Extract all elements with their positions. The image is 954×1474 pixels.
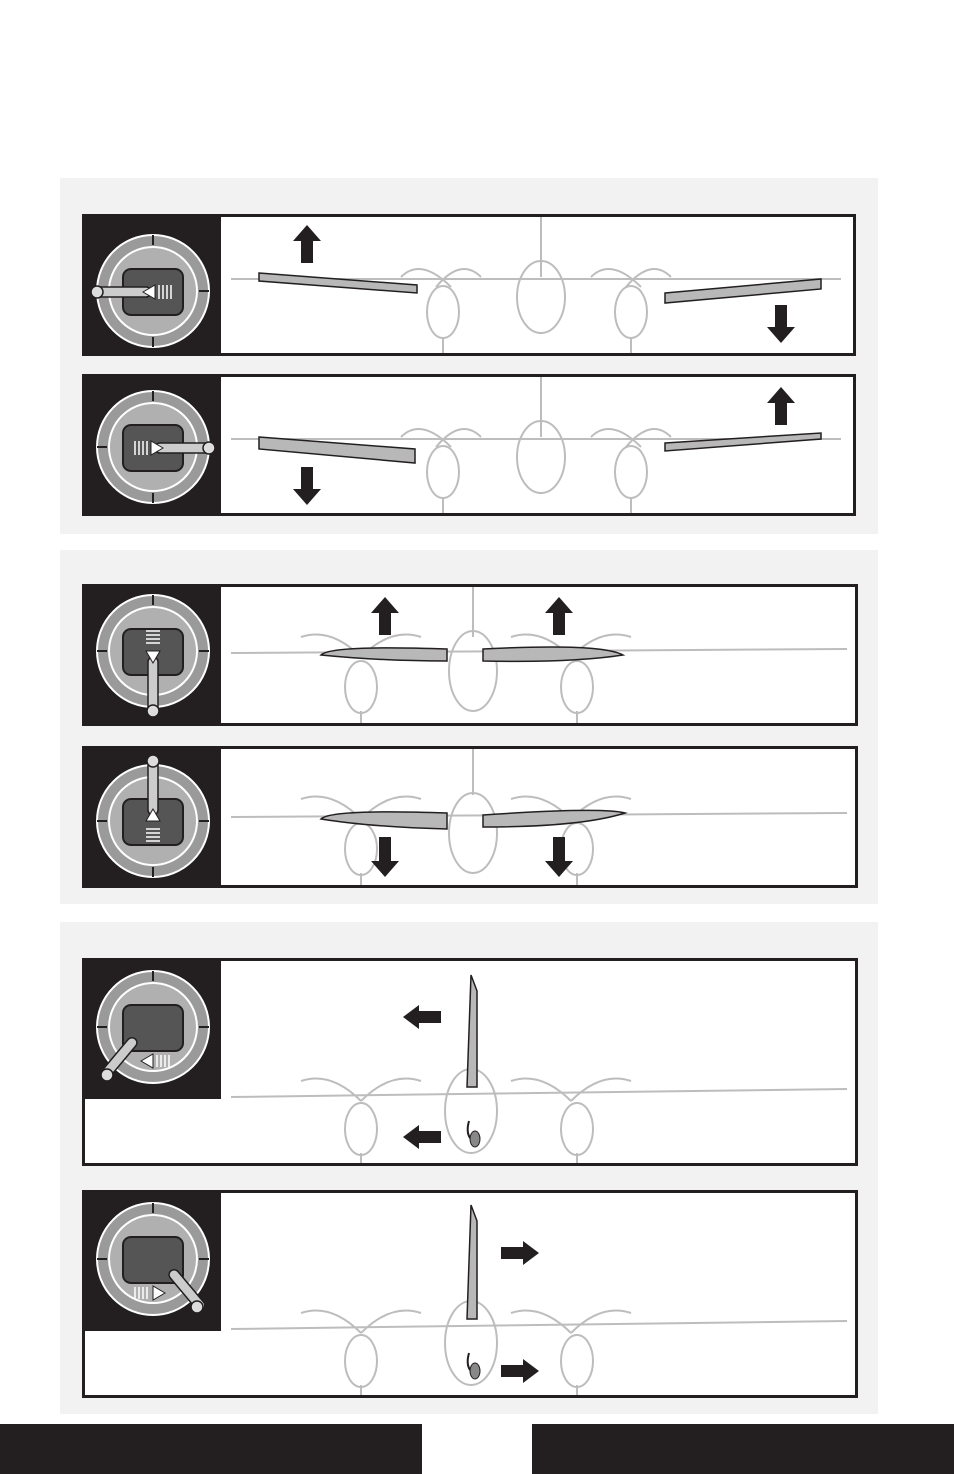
transmitter-stick-box [85, 1193, 221, 1331]
transmitter-stick-box [85, 961, 221, 1099]
arrow-icon [371, 837, 399, 877]
airplane-front-view-icon [221, 961, 855, 1163]
arrow-icon [501, 1359, 539, 1383]
transmitter-stick-box [85, 587, 221, 723]
aileron-right-panel [82, 374, 856, 516]
airplane-view [221, 1193, 855, 1395]
arrow-icon [501, 1241, 539, 1265]
airplane-front-view-icon [221, 749, 855, 885]
elevator-up-panel [82, 746, 858, 888]
arrow-icon [371, 597, 399, 635]
airplane-view [221, 217, 853, 353]
arrow-icon [293, 225, 321, 263]
airplane-view [221, 587, 855, 723]
control-stick-icon [85, 749, 221, 885]
transmitter-stick-box [85, 217, 221, 353]
airplane-front-view-icon [221, 587, 855, 723]
airplane-front-view-icon [221, 377, 853, 513]
footer-bar-left [0, 1424, 422, 1474]
page-number-area [422, 1424, 532, 1474]
transmitter-stick-box [85, 749, 221, 885]
arrow-icon [545, 597, 573, 635]
footer-bar-right [532, 1424, 954, 1474]
arrow-icon [293, 467, 321, 505]
arrow-icon [767, 305, 795, 343]
airplane-view [221, 377, 853, 513]
airplane-front-view-icon [221, 1193, 855, 1395]
control-stick-icon [85, 377, 221, 513]
rudder-left-panel [82, 958, 858, 1166]
control-stick-icon [85, 961, 221, 1099]
transmitter-stick-box [85, 377, 221, 513]
control-stick-icon [85, 1193, 221, 1331]
rudder-right-panel [82, 1190, 858, 1398]
arrow-icon [767, 387, 795, 425]
airplane-view [221, 749, 855, 885]
aileron-left-panel [82, 214, 856, 356]
arrow-icon [403, 1125, 441, 1149]
control-stick-icon [85, 587, 221, 723]
arrow-icon [403, 1005, 441, 1029]
control-stick-icon [85, 217, 221, 353]
airplane-front-view-icon [221, 217, 853, 353]
elevator-down-panel [82, 584, 858, 726]
airplane-view [221, 961, 855, 1163]
